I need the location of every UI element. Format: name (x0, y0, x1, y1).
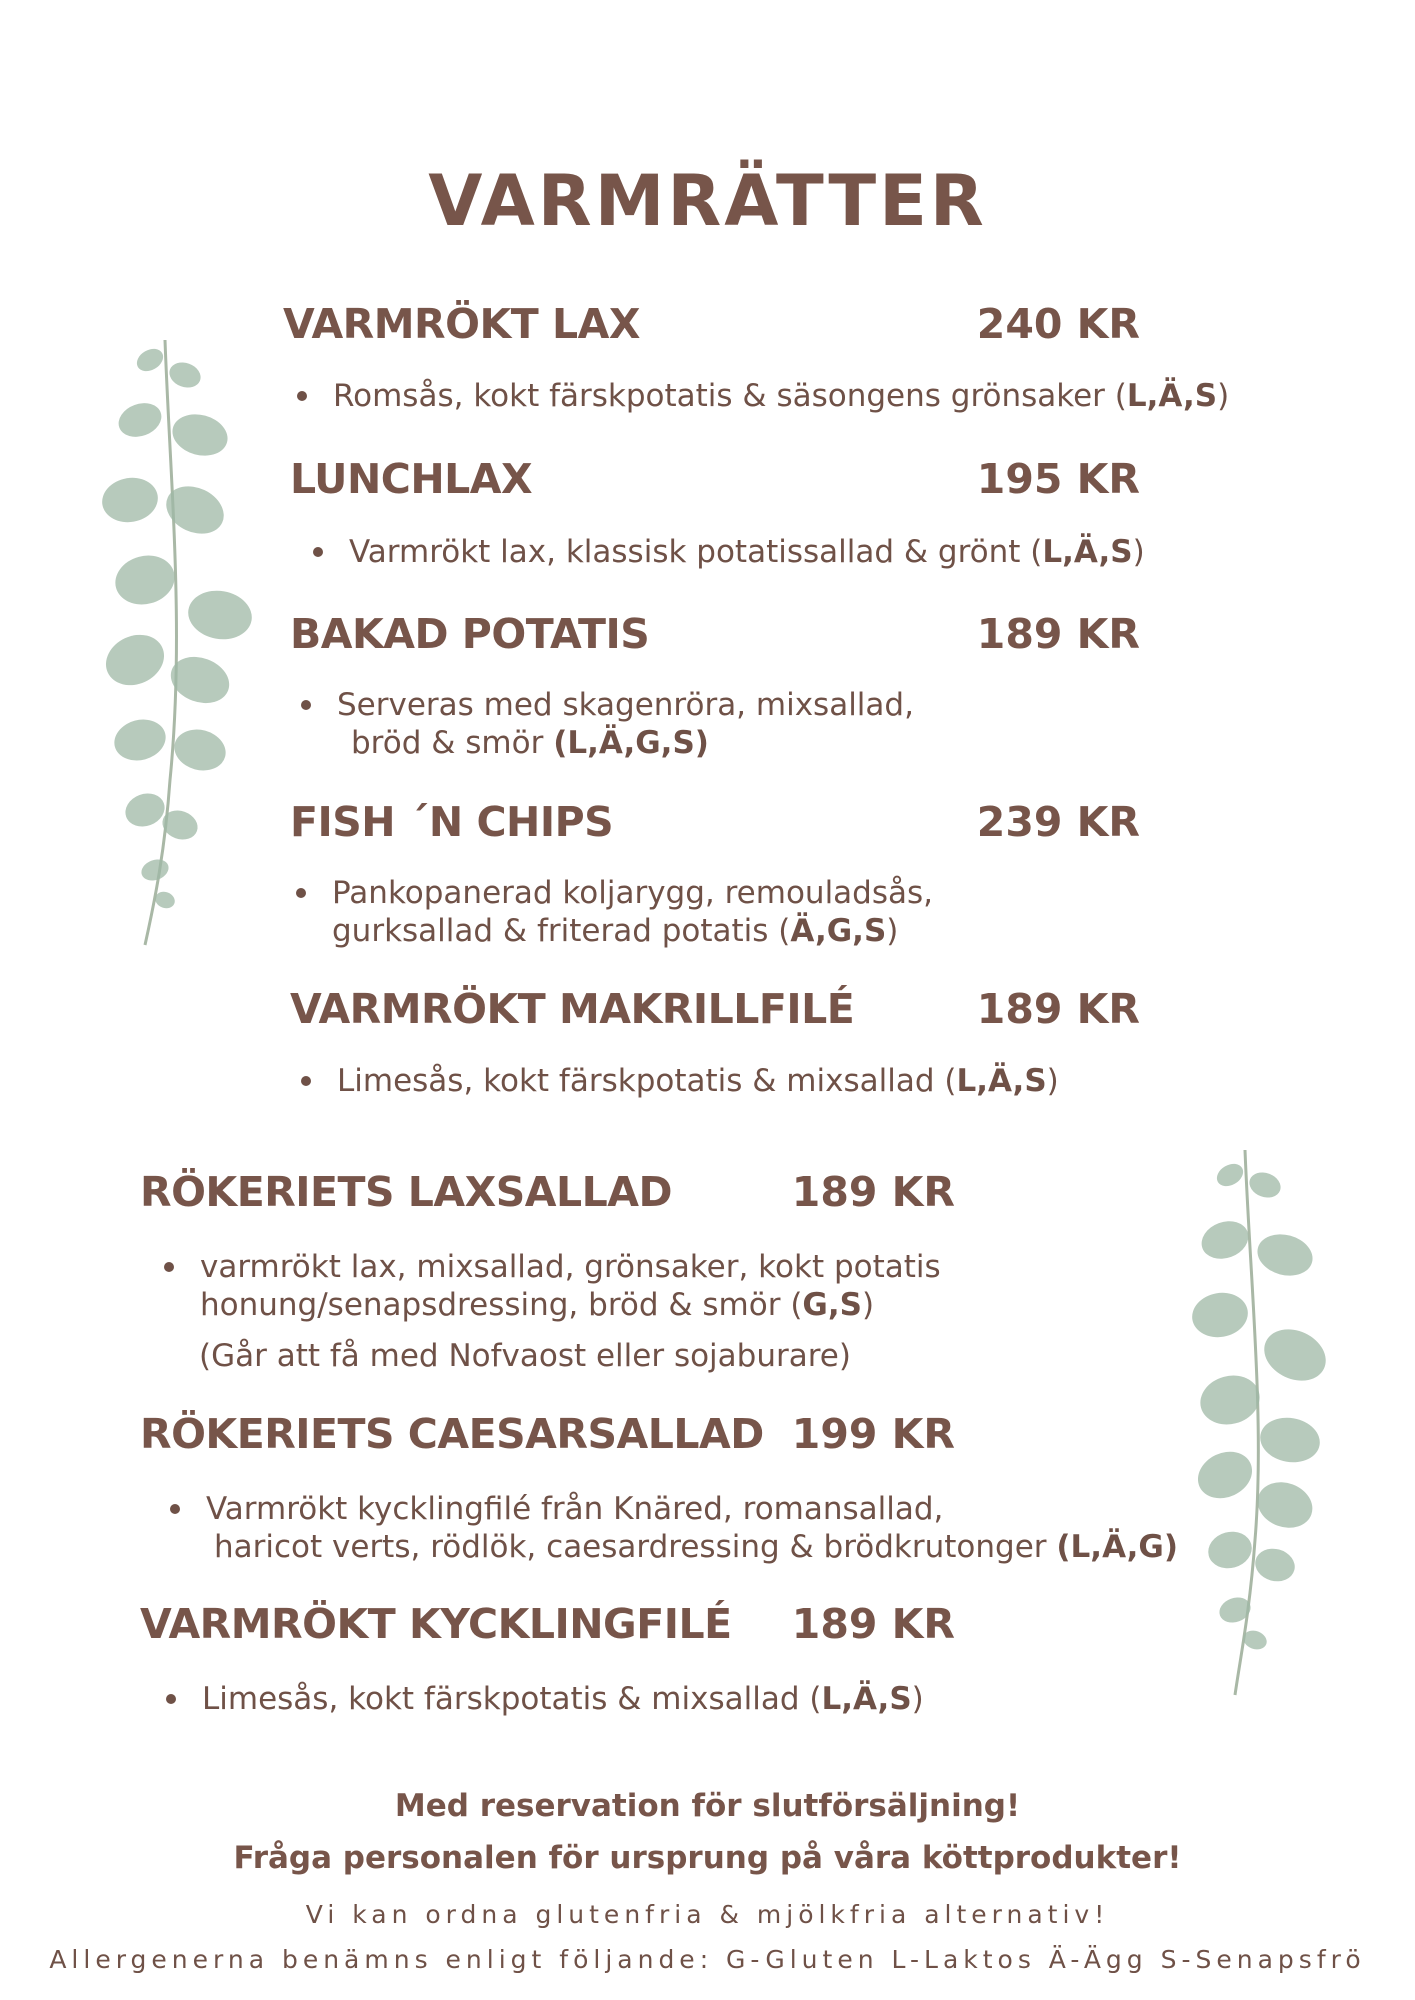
dish-price-rokeriets-caesarsallad: 199 KR (791, 1410, 955, 1458)
dish-description-rokeriets-caesarsallad: Varmrökt kycklingfilé från Knäred, romansallad, haricot verts, rödlök, caesardressing & brödkrutonger (L,Ä,G) (206, 1490, 1178, 1566)
bullet-icon (170, 1504, 180, 1514)
dish-name-rokeriets-caesarsallad: RÖKERIETS CAESARSALLAD (140, 1410, 764, 1458)
bullet-icon (301, 700, 311, 710)
bullet-icon (296, 888, 306, 898)
eucalyptus-branch-right-icon (1190, 1140, 1350, 1700)
dish-name-varmrokt-makrillfile: VARMRÖKT MAKRILLFILÉ (290, 985, 855, 1033)
dish-note-rokeriets-laxsallad: (Går att få med Nofvaost eller sojaburare) (199, 1338, 851, 1374)
dish-price-varmrokt-kycklingfile: 189 KR (791, 1600, 955, 1648)
dish-description-rokeriets-laxsallad: varmrökt lax, mixsallad, grönsaker, kokt potatis honung/senapsdressing, bröd & smör (G,S) (200, 1248, 941, 1324)
page-title: VARMRÄTTER (428, 160, 987, 242)
dish-price-varmrokt-lax: 240 KR (976, 300, 1140, 348)
footer-origin-note: Fråga personalen för ursprung på våra köttprodukter! (233, 1840, 1182, 1876)
dish-name-lunchlax: LUNCHLAX (290, 455, 533, 503)
footer-allergen-legend: Allergenerna benämns enligt följande: G-Gluten L-Laktos Ä-Ägg S-Senapsfrö (49, 1945, 1366, 1974)
bullet-icon (313, 547, 323, 557)
footer-reservation-note: Med reservation för slutförsäljning! (394, 1788, 1021, 1824)
dish-description-varmrokt-lax: Romsås, kokt färskpotatis & säsongens grönsaker (L,Ä,S) (333, 377, 1229, 415)
dish-description-lunchlax: Varmrökt lax, klassisk potatissallad & grönt (L,Ä,S) (349, 533, 1145, 571)
bullet-icon (164, 1262, 174, 1272)
dish-description-varmrokt-makrillfile: Limesås, kokt färskpotatis & mixsallad (L,Ä,S) (337, 1062, 1059, 1100)
dish-name-fish-n-chips: FISH ´N CHIPS (290, 798, 614, 846)
eucalyptus-branch-left-icon (95, 330, 265, 950)
dish-description-varmrokt-kycklingfile: Limesås, kokt färskpotatis & mixsallad (L,Ä,S) (202, 1680, 924, 1718)
bullet-icon (297, 391, 307, 401)
dish-name-rokeriets-laxsallad: RÖKERIETS LAXSALLAD (140, 1168, 673, 1216)
dish-name-varmrokt-lax: VARMRÖKT LAX (283, 300, 640, 348)
dish-description-bakad-potatis: Serveras med skagenröra, mixsallad, bröd & smör (L,Ä,G,S) (337, 686, 914, 762)
dish-price-fish-n-chips: 239 KR (976, 798, 1140, 846)
bullet-icon (301, 1076, 311, 1086)
dish-description-fish-n-chips: Pankopanerad koljarygg, remouladsås, gurksallad & friterad potatis (Ä,G,S) (332, 874, 933, 950)
dish-price-bakad-potatis: 189 KR (976, 610, 1140, 658)
dish-price-varmrokt-makrillfile: 189 KR (976, 985, 1140, 1033)
bullet-icon (166, 1694, 176, 1704)
dish-price-lunchlax: 195 KR (976, 455, 1140, 503)
dish-name-varmrokt-kycklingfile: VARMRÖKT KYCKLINGFILÉ (140, 1600, 732, 1648)
footer-alternatives-note: Vi kan ordna glutenfria & mjölkfria alternativ! (305, 1900, 1110, 1929)
dish-price-rokeriets-laxsallad: 189 KR (791, 1168, 955, 1216)
dish-name-bakad-potatis: BAKAD POTATIS (290, 610, 650, 658)
